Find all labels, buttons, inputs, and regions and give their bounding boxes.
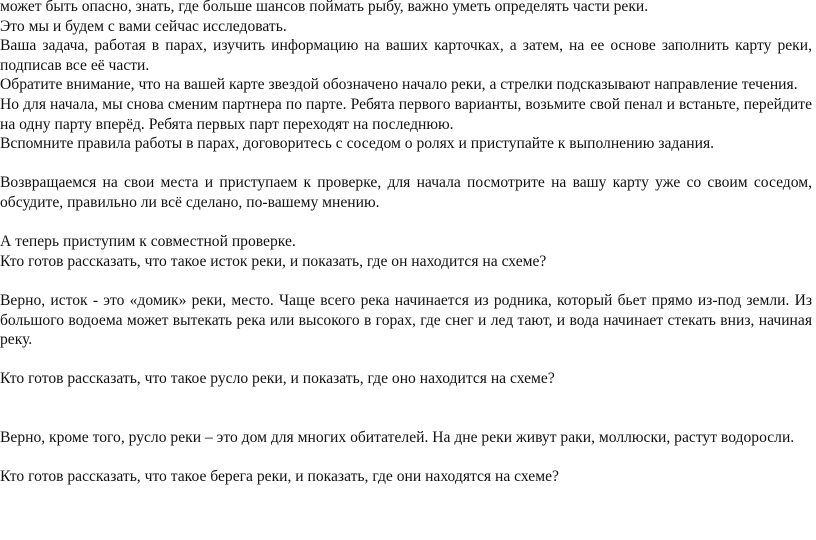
spacer xyxy=(0,154,812,174)
paragraph-task: Ваша задача, работая в парах, изучить информацию на ваших карточках, а затем, на ее основе заполнить карту реки, подписав все её части. xyxy=(0,37,812,74)
paragraph-question-source: Кто готов рассказать, что такое исток реки, и показать, где он находится на схеме? xyxy=(0,252,547,270)
spacer xyxy=(0,213,812,233)
paragraph-answer-source: Верно, исток - это «домик» реки, место. Чаще всего река начинается из родника, который бьет прямо из-под земли. Из большого водоема может вытекать река или высокого в горах, где снег и лед тают, и вода начинает стекать вниз, начиная реку. xyxy=(0,291,812,349)
paragraph-return-check: Возвращаемся на свои места и приступаем к проверке, для начала посмотрите на вашу карту уже со своим соседом, обсудите, правильно ли всё сделано, по-вашему мнению. xyxy=(0,174,812,211)
paragraph-answer-riverbed: Верно, кроме того, русло реки – это дом для многих обитателей. На дне реки живут раки, моллюски, растут водоросли. xyxy=(0,428,795,446)
paragraph-pair-rules: Вспомните правила работы в парах, договоритесь с соседом о ролях и приступайте к выполнению задания. xyxy=(0,135,715,153)
spacer xyxy=(0,271,812,291)
paragraph-map-hint: Обратите внимание, что на вашей карте звездой обозначено начало реки, а стрелки подсказывают направление течения. xyxy=(0,76,798,94)
paragraph-change-partner: Но для начала, мы снова сменим партнера по парте. Ребята первого варианты, возьмите свой пенал и встаньте, перейдите на одну парту вперёд. Ребята первых парт переходят на последнюю. xyxy=(0,95,812,133)
spacer xyxy=(0,350,812,370)
paragraph-explore: Это мы и будем с вами сейчас исследовать. xyxy=(0,17,287,35)
paragraph-question-riverbed: Кто готов рассказать, что такое русло реки, и показать, где оно находится на схеме? xyxy=(0,370,555,388)
spacer xyxy=(0,389,812,428)
paragraph-joint-check: А теперь приступим к совместной проверке. xyxy=(0,233,296,251)
paragraph-question-banks: Кто готов рассказать, что такое берега реки, и показать, где они находятся на схеме? xyxy=(0,468,559,486)
spacer xyxy=(0,447,812,467)
paragraph-fishing-intro: может быть опасно, знать, где больше шансов поймать рыбу, важно уметь определять части реки. xyxy=(0,0,649,15)
